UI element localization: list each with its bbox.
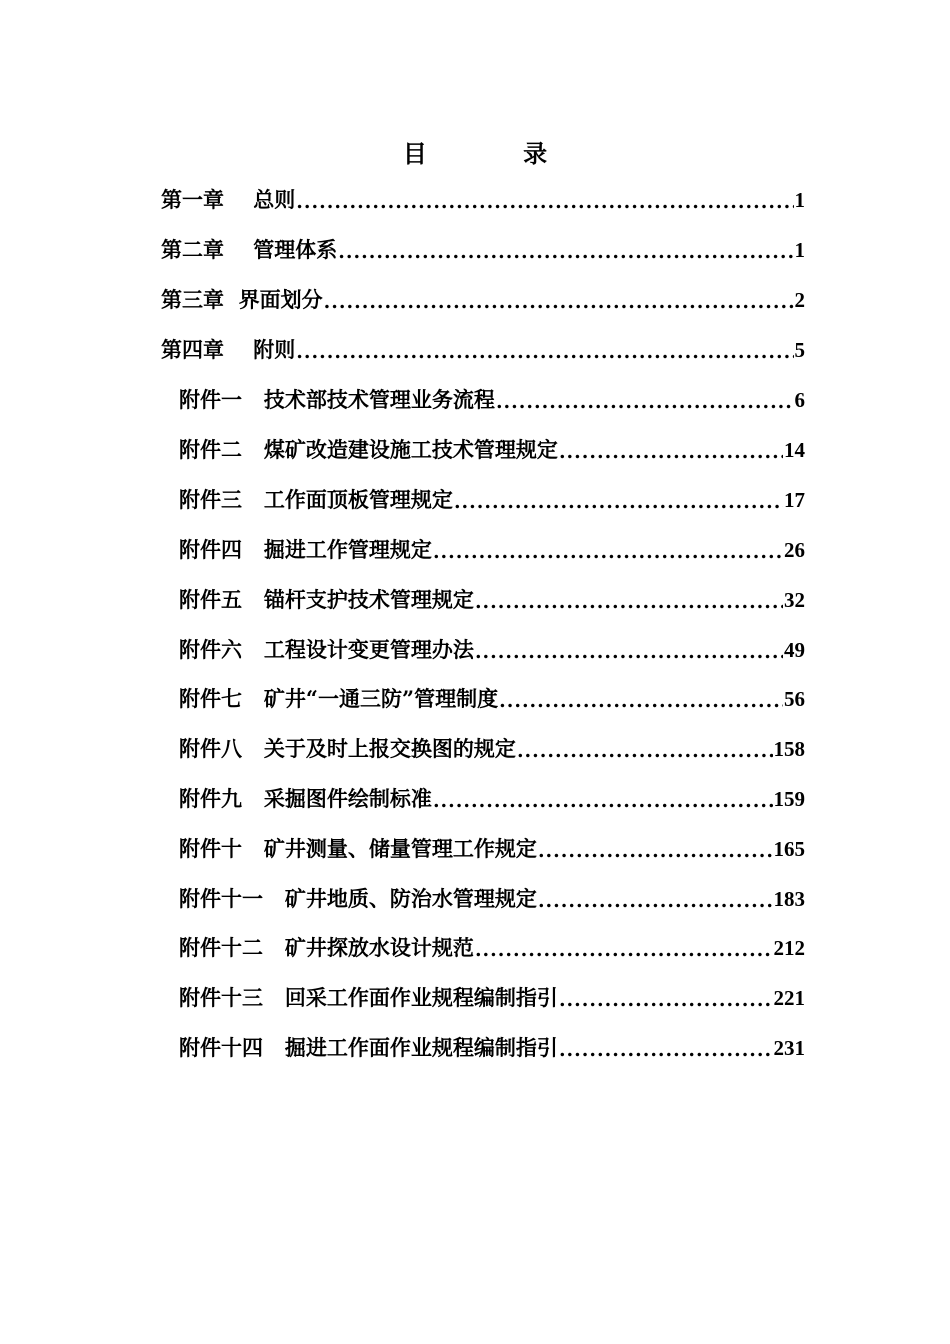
toc-entry-annex-1[interactable] <box>179 385 805 415</box>
dot-leader <box>296 189 793 215</box>
toc-entry-page: 2 <box>794 288 805 312</box>
toc-entry-page: 158 <box>773 737 805 761</box>
toc-entry-annex-14[interactable] <box>179 1033 805 1063</box>
toc-entry-label: 第二章 管理体系 <box>161 237 338 262</box>
toc-entry-annex-6[interactable] <box>179 635 805 665</box>
toc-entry-annex-7[interactable] <box>179 684 805 714</box>
toc-entry-label: 附件十二 矿井探放水设计规范 <box>179 935 474 960</box>
toc-entry-page: 159 <box>773 787 805 811</box>
toc-entry-page: 6 <box>794 388 805 412</box>
toc-entry-label: 第四章 附则 <box>161 337 296 362</box>
dot-leader <box>538 888 773 914</box>
toc-entry-label: 附件十一 矿井地质、防治水管理规定 <box>179 886 537 911</box>
toc-entry-label: 附件八 关于及时上报交换图的规定 <box>179 736 516 761</box>
toc-entry-chapter-1[interactable] <box>161 185 805 215</box>
toc-entry-label: 附件三 工作面顶板管理规定 <box>179 487 453 512</box>
dot-leader <box>433 539 783 565</box>
toc-entry-page: 212 <box>773 936 805 960</box>
toc-entry-page: 221 <box>773 986 805 1010</box>
toc-entry-annex-2[interactable] <box>179 435 805 465</box>
dot-leader <box>496 389 794 415</box>
toc-entry-annex-3[interactable] <box>179 485 805 515</box>
toc-entry-chapter-2[interactable] <box>161 235 805 265</box>
toc-entry-annex-4[interactable] <box>179 535 805 565</box>
toc-title: 目 录 <box>402 139 592 168</box>
toc-entry-label: 附件九 采掘图件绘制标准 <box>179 786 432 811</box>
toc-entry-annex-13[interactable] <box>179 983 805 1013</box>
dot-leader <box>454 489 783 515</box>
toc-entry-page: 1 <box>794 188 805 212</box>
toc-entry-label: 附件四 掘进工作管理规定 <box>179 537 432 562</box>
toc-entry-label: 附件十 矿井测量、储量管理工作规定 <box>179 836 537 861</box>
toc-entry-page: 231 <box>773 1036 805 1060</box>
dot-leader <box>538 838 773 864</box>
toc-entry-annex-5[interactable] <box>179 585 805 615</box>
dot-leader <box>499 688 783 714</box>
dot-leader <box>559 439 783 465</box>
dot-leader <box>559 1037 773 1063</box>
toc-entry-annex-11[interactable] <box>179 884 805 914</box>
toc-entry-label: 附件六 工程设计变更管理办法 <box>179 637 474 662</box>
dot-leader <box>338 239 793 265</box>
toc-entry-label: 附件二 煤矿改造建设施工技术管理规定 <box>179 437 558 462</box>
toc-entry-label: 附件十三 回采工作面作业规程编制指引 <box>179 985 558 1010</box>
toc-entry-page: 32 <box>784 588 805 612</box>
toc-entry-page: 1 <box>794 238 805 262</box>
dot-leader <box>475 937 773 963</box>
dot-leader <box>517 738 773 764</box>
dot-leader <box>475 589 783 615</box>
dot-leader <box>324 289 794 315</box>
toc-entry-page: 17 <box>784 488 805 512</box>
dot-leader <box>475 639 783 665</box>
toc-entry-label: 附件一 技术部技术管理业务流程 <box>179 387 495 412</box>
toc-entry-annex-12[interactable] <box>179 933 805 963</box>
toc-entry-page: 14 <box>784 438 805 462</box>
dot-leader <box>296 339 793 365</box>
toc-entry-label: 附件七 矿井“一通三防”管理制度 <box>179 686 499 711</box>
dot-leader <box>433 788 773 814</box>
toc-entry-label: 第一章 总则 <box>161 187 296 212</box>
toc-entry-annex-10[interactable] <box>179 834 805 864</box>
toc-entry-page: 56 <box>784 687 805 711</box>
toc-entry-label: 附件五 锚杆支护技术管理规定 <box>179 587 474 612</box>
toc-entry-chapter-4[interactable] <box>161 335 805 365</box>
dot-leader <box>559 987 773 1013</box>
toc-entry-annex-8[interactable] <box>179 734 805 764</box>
toc-entry-annex-9[interactable] <box>179 784 805 814</box>
toc-entry-page: 26 <box>784 538 805 562</box>
toc-entry-page: 49 <box>784 638 805 662</box>
toc-entry-label: 附件十四 掘进工作面作业规程编制指引 <box>179 1035 558 1060</box>
toc-entry-label: 第三章 界面划分 <box>161 287 323 312</box>
toc-entry-chapter-3[interactable] <box>161 285 805 315</box>
toc-entry-page: 183 <box>773 887 805 911</box>
toc-entry-page: 5 <box>794 338 805 362</box>
toc-entry-page: 165 <box>773 837 805 861</box>
